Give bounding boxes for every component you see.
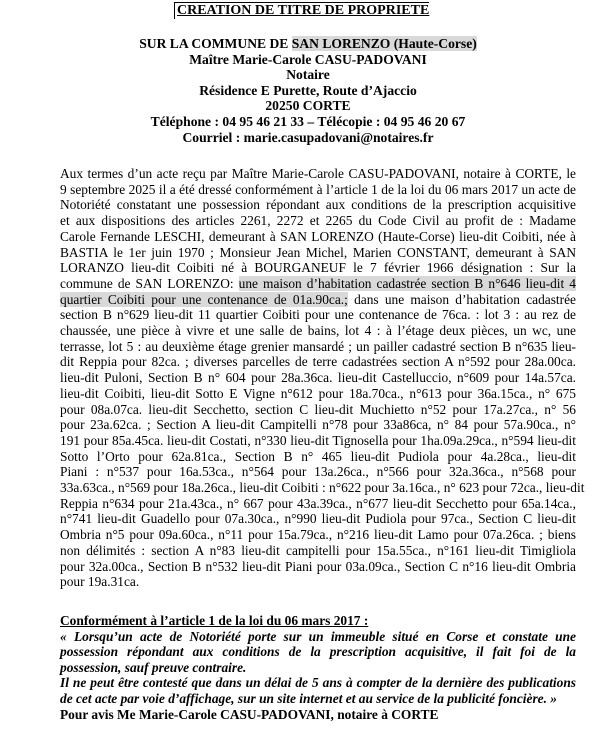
deed-body-line: commune de SAN LORENZO: une maison d’habitation cadastrée section B n°646 lieu-dit 4 bbox=[60, 275, 576, 291]
legal-quote-line: Il ne peut être contesté que dans un délai de 5 ans à compter de la dernière des publications bbox=[60, 675, 576, 691]
commune-prefix: SUR LA COMMUNE DE bbox=[139, 36, 292, 51]
legal-quote-line: de cet acte par voie d’affichage, sur un site internet et au service de la publicité foncière. » bbox=[60, 690, 557, 706]
deed-body-line: n°741 lieu-dit Guadello pour 07a.30ca., n°990 lieu-dit Pudiola pour 97ca., Section C lieu-dit bbox=[60, 511, 576, 527]
deed-body-line: lieu-dit Puloni, Section B n° 604 pour 28a.36ca. lieu-dit Castelluccio, n°609 pour 14a.57ca. bbox=[60, 370, 576, 386]
deed-body-line: Piani : n°537 pour 16a.53ca., n°564 pour 13a.26ca., n°566 pour 32a.36ca., n°568 pour bbox=[60, 464, 576, 480]
deed-body-line: 191 pour 85a.45ca. lieu-dit Costati, n°330 lieu-dit Tignosella pour 1ha.09a.29ca., n°594 lieu-dit bbox=[60, 432, 576, 448]
deed-body-line: Carole Fernande LESCHI, demeurant à SAN LORENZO (Haute-Corse) lieu-dit Coibiti, née à bbox=[60, 228, 576, 244]
deed-body-line: pour 08a.07ca. lieu-dit Secchetto, section C lieu-dit Muchietto n°52 pour 17a.27ca., n° 56 bbox=[60, 401, 576, 417]
legal-notice-title: Conformément à l’article 1 de la loi du 06 mars 2017 : bbox=[60, 613, 369, 628]
deed-body-line: lieu-dit Coibiti, lieu-dit Sotto E Vigne n°612 pour 18a.70ca., n°613 pour 36a.15ca., n° 675 bbox=[60, 385, 576, 401]
legal-quote bbox=[60, 629, 576, 707]
deed-body-line: Ombria n°5 pour 09a.60ca., n°11 pour 15a.79ca., n°216 lieu-dit Lamo pour 07a.26ca. ; biens bbox=[60, 527, 576, 543]
deed-body-line: non délimités : section A n°83 lieu-dit campitelli pour 15a.55ca., n°161 lieu-dit Timigliola bbox=[60, 542, 576, 558]
legal-notice bbox=[60, 613, 576, 722]
legal-quote-line: « Lorsqu’un acte de Notoriété porte sur un immeuble situé en Corse et constate une bbox=[60, 628, 576, 644]
deed-body-line: Reppia n°634 pour 21a.43ca., n° 667 pour 43a.39ca., n°677 lieu-dit Secchetto pour 65a.14ca., bbox=[60, 495, 576, 511]
deed-body-line: LORANZO lieu-dit Coibiti né à BOURGANEUF le 7 février 1966 désignation : Sur la bbox=[60, 260, 576, 276]
notary-header bbox=[0, 36, 616, 145]
deed-body-line: terrasse, lot 5 : au deuxième étage grenier mansardé ; un pailler cadastré section B n°635 lieu- bbox=[60, 338, 576, 354]
deed-body-line: section B n°629 lieu-dit 11 quartier Coibiti pour une contenance de 76ca. : lot 3 : au rez de bbox=[60, 307, 576, 323]
notary-address: Résidence E Purette, Route d’Ajaccio bbox=[199, 82, 417, 98]
document-title: CREATION DE TITRE DE PROPRIETE bbox=[174, 2, 429, 19]
deed-body-line: Aux termes d’un acte reçu par Maître Marie-Carole CASU-PADOVANI, notaire à CORTE, le bbox=[60, 166, 576, 181]
deed-body bbox=[60, 166, 585, 590]
deed-body-line: dit Reppia pour 82ca. ; diverses parcelles de terre cadastrées section A n°592 pour 28a.00ca. bbox=[60, 354, 576, 370]
commune-name-highlight: SAN LORENZO (Haute-Corse) bbox=[291, 36, 477, 51]
legal-quote-line: possession, sauf preuve contraire. bbox=[60, 659, 247, 675]
notary-postcode: 20250 CORTE bbox=[265, 98, 351, 114]
deed-body-line: pour 19a.31ca. bbox=[60, 574, 140, 590]
notary-email: Courriel : marie.casupadovani@notaires.fr bbox=[182, 129, 434, 145]
parcel-highlight: une maison d’habitation cadastrée section B n°646 lieu-dit 4 bbox=[238, 275, 576, 291]
notice-signature: Pour avis Me Marie-Carole CASU-PADOVANI, notaire à CORTE bbox=[60, 706, 439, 722]
legal-quote-line: possession répondant aux conditions de la prescription acquisitive, il fait foi de la bbox=[60, 644, 576, 660]
notary-name: Maître Marie-Carole CASU-PADOVANI bbox=[189, 51, 427, 67]
deed-body-line: BASTIA le 1er juin 1970 ; Monsieur Jean Michel, Marien CONSTANT, demeurant à SAN bbox=[60, 244, 576, 260]
deed-body-line: pour 23a.62ca. ; Section A lieu-dit Campitelli n°78 pour 33a86ca, n° 84 pour 57a.90ca., n° bbox=[60, 417, 576, 433]
deed-body-line: pour 32a.00ca., Section B n°532 lieu-dit Piani pour 03a.09ca., Section C n°16 lieu-dit Ombria bbox=[60, 558, 576, 574]
deed-body-line: quartier Coibiti pour une contenance de 01a.90ca.; dans une maison d’habitation cadastrée bbox=[60, 291, 576, 307]
notary-role: Notaire bbox=[286, 67, 330, 83]
deed-body-line: Notoriété constatant une possession répondant aux conditions de la prescription acquisitive bbox=[60, 197, 576, 213]
deed-body-line: et aux dispositions des articles 2261, 2272 et 2265 du Code Civil au profit de : Madame bbox=[60, 213, 576, 229]
deed-body-line: Sotto l’Orto pour 62a.81ca., Section B n° 465 lieu-dit Pudiola pour 4a.28ca., lieu-dit bbox=[60, 448, 576, 464]
parcel-highlight: quartier Coibiti pour une contenance de 01a.90ca.; bbox=[60, 291, 348, 307]
deed-body-line: 9 septembre 2025 il a été dressé conformément à l’article 1 de la loi du 06 mars 2017 un acte de bbox=[60, 181, 576, 197]
commune-line bbox=[0, 36, 616, 52]
deed-body-line: 33a.63ca., n°569 pour 18a.26ca., lieu-dit Coibiti : n°622 pour 3a.16ca., n° 623 pour 72ca., lieu-dit bbox=[60, 480, 585, 496]
notary-phone: Téléphone : 04 95 46 21 33 – Télécopie : 04 95 46 20 67 bbox=[150, 113, 466, 129]
deed-body-line: chaussée, une pièce à vivre et une salle de bains, lot 4 : à l’étage deux pièces, un wc, une bbox=[60, 323, 576, 339]
